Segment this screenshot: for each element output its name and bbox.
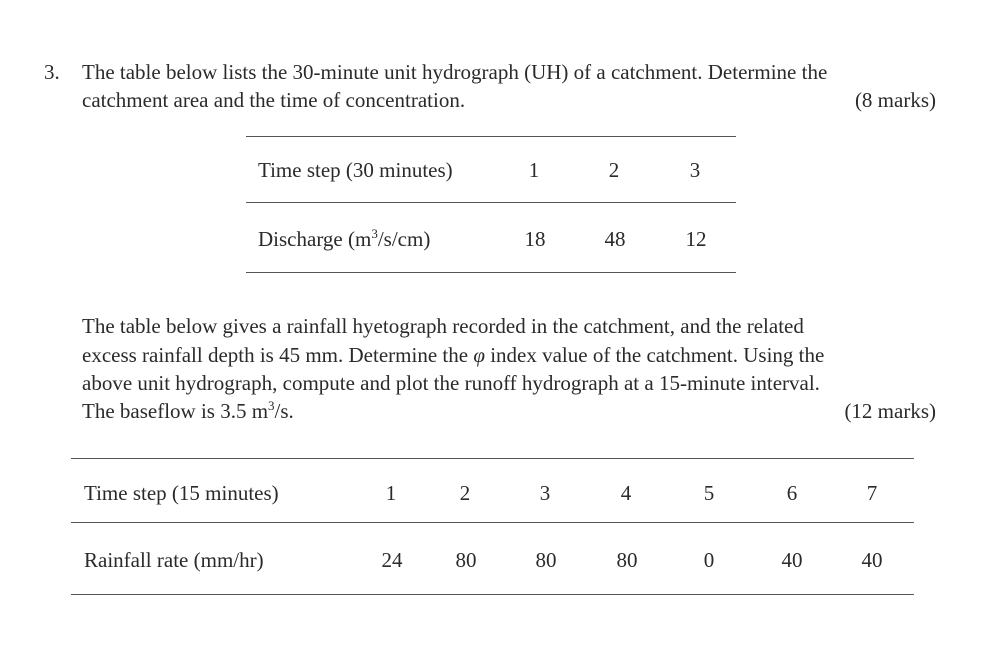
table1-discharge-value-1: 18 <box>524 227 546 251</box>
table1-time-label: Time step (30 minutes) <box>258 158 453 182</box>
table2-rainfall-value-1: 24 <box>381 548 403 572</box>
table1-mid-rule <box>246 202 736 203</box>
part1-line2: catchment area and the time of concentration. <box>82 88 466 112</box>
part2-line3: above unit hydrograph, compute and plot the runoff hydrograph at a 15-minute interval. <box>82 371 820 395</box>
table2-time-value-6: 6 <box>786 481 798 505</box>
part2-line2: excess rainfall depth is 45 mm. Determine the φ index value of the catchment. Using the <box>82 343 825 367</box>
table2-rainfall-value-6: 40 <box>781 548 803 572</box>
part1-marks: (8 marks) <box>854 88 936 112</box>
part2-line1: The table below gives a rainfall hyetograph recorded in the catchment, and the related <box>82 314 804 338</box>
table1-discharge-value-2: 48 <box>604 227 626 251</box>
part2-line4: The baseflow is 3.5 $m^3/s$. <box>82 398 294 423</box>
table2-top-rule <box>71 458 914 459</box>
question-number: 3. <box>44 60 60 84</box>
table1-discharge-value-3: 12 <box>685 227 707 251</box>
part1-line1: The table below lists the 30-minute unit hydrograph (UH) of a catchment. Determine the <box>82 60 828 84</box>
phi-symbol: φ <box>473 343 485 367</box>
table2-rainfall-value-2: 80 <box>455 548 477 572</box>
table2-time-value-2: 2 <box>459 481 471 505</box>
table2-time-value-5: 5 <box>703 481 715 505</box>
table2-bottom-rule <box>71 594 914 595</box>
table2-rainfall-value-7: 40 <box>861 548 883 572</box>
table1-time-value-1: 1 <box>528 158 540 182</box>
table1-discharge-label: Discharge $(m^3/s/cm)$ <box>258 226 431 251</box>
table2-time-value-7: 7 <box>866 481 878 505</box>
table1-time-value-2: 2 <box>608 158 620 182</box>
table1-time-value-3: 3 <box>689 158 701 182</box>
table2-time-value-3: 3 <box>539 481 551 505</box>
table2-rainfall-value-4: 80 <box>616 548 638 572</box>
table1-bottom-rule <box>246 272 736 273</box>
part2-marks: (12 marks) <box>844 399 936 423</box>
table2-rainfall-value-3: 80 <box>535 548 557 572</box>
table2-time-value-1: 1 <box>385 481 397 505</box>
table1-top-rule <box>246 136 736 137</box>
table2-rainfall-value-5: 0 <box>703 548 715 572</box>
table2-rainfall-label: Rainfall rate (mm/hr) <box>84 548 264 572</box>
table2-time-value-4: 4 <box>620 481 632 505</box>
table2-mid-rule <box>71 522 914 523</box>
table2-time-label: Time step (15 minutes) <box>84 481 279 505</box>
